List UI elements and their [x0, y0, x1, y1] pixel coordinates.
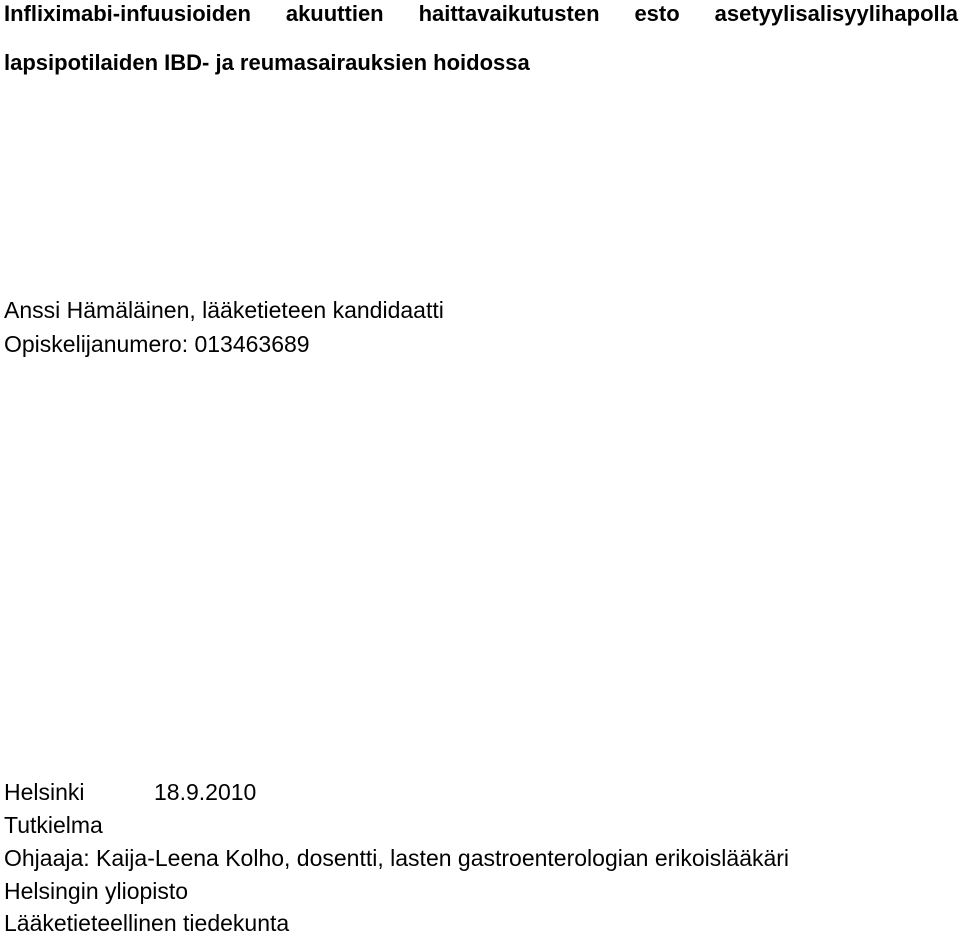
place: Helsinki: [4, 779, 85, 805]
date: 18.9.2010: [154, 779, 257, 805]
place-date-line: [4, 781, 404, 804]
author-name: Anssi Hämäläinen, lääketieteen kandidaatti: [4, 297, 444, 323]
title-line-1: Infliximabi-infuusioiden akuuttien haittavaikutusten esto asetyylisalisyylihapolla: [4, 1, 958, 26]
university: Helsingin yliopisto: [4, 878, 189, 904]
title-line-2: lapsipotilaiden IBD- ja reumasairauksien hoidossa: [4, 50, 530, 75]
supervisor: Ohjaaja: Kaija-Leena Kolho, dosentti, lasten gastroenterologian erikoislääkäri: [4, 845, 790, 871]
document-type: Tutkielma: [4, 812, 103, 838]
faculty: Lääketieteellinen tiedekunta: [4, 910, 290, 936]
student-number: Opiskelijanumero: 013463689: [4, 331, 310, 357]
